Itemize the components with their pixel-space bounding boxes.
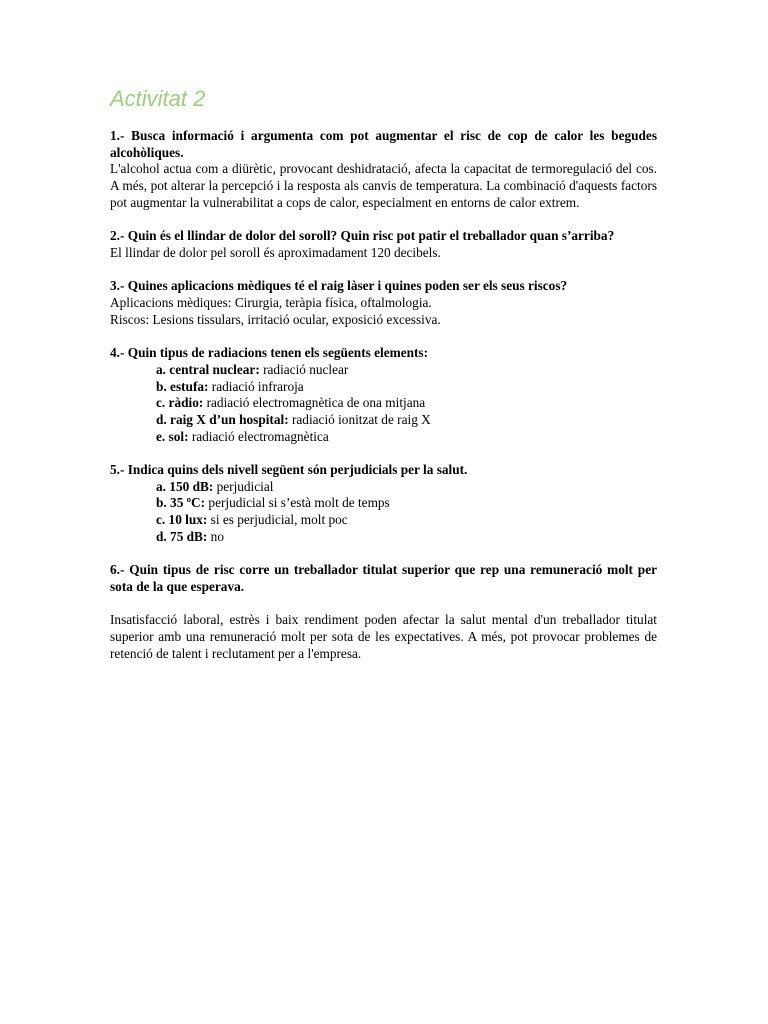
question-4-section [110, 345, 657, 445]
answer-3-applications: Aplicacions mèdiques: Cirurgia, teràpia física, oftalmologia. [110, 295, 432, 310]
list-item [156, 379, 657, 396]
item-label: b. estufa: [156, 378, 209, 394]
list-item [156, 362, 657, 379]
list-item [156, 429, 657, 446]
list-item [156, 395, 657, 412]
question-4-list [110, 362, 657, 446]
item-value: radiació infraroja [208, 378, 304, 394]
question-5-section [110, 462, 657, 546]
list-item [156, 495, 657, 512]
question-3-text: 3.- Quines aplicacions mèdiques té el raig làser i quines poden ser els seus riscos? [110, 278, 568, 294]
item-value: no [207, 528, 224, 544]
list-item [156, 529, 657, 546]
item-label: a. central nuclear: [156, 361, 260, 377]
question-1-section [110, 128, 657, 212]
answer-6-text: Insatisfacció laboral, estrès i baix rendiment poden afectar la salut mental d'un treballador titulat superior amb una remuneració molt per sota de les expectatives. A més, pot provocar problemes de retenció de talent i reclutament per a l'empresa. [110, 612, 657, 661]
item-value: perjudicial [213, 478, 274, 494]
question-6-text: 6.- Quin tipus de risc corre un treballador titulat superior que rep una remuneració molt per sota de la que esperava. [110, 562, 657, 594]
item-value: radiació ionitzat de raig X [288, 411, 431, 427]
item-label: c. 10 lux: [156, 512, 208, 528]
item-value: radiació electromagnètica de ona mitjana [203, 395, 426, 411]
item-label: e. sol: [156, 428, 189, 444]
document-title: Activitat 2 [110, 86, 206, 111]
item-label: b. 35 ºC: [156, 495, 206, 511]
item-value: radiació electromagnètica [188, 428, 329, 444]
list-item [156, 479, 657, 496]
item-label: c. ràdio: [156, 395, 204, 411]
item-label: d. 75 dB: [156, 528, 208, 544]
question-5-text: 5.- Indica quins dels nivell següent són perjudicials per la salut. [110, 462, 468, 477]
question-1-text: 1.- Busca informació i argumenta com pot augmentar el risc de cop de calor les begudes alcohòliques. [110, 128, 657, 160]
question-2-text: 2.- Quin és el llindar de dolor del soroll? Quin risc pot patir el treballador quan s’arriba? [110, 228, 615, 244]
answer-1-text: L'alcohol actua com a diürètic, provocant deshidratació, afecta la capacitat de termoregulació del cos. A més, pot alterar la percepció i la resposta als canvis de temperatura. La combinació d'aquests factors pot augmentar la vulnerabilitat a cops de calor, especialment en entorns de calor extrem. [110, 161, 657, 210]
list-item [156, 512, 657, 529]
list-item [156, 412, 657, 429]
item-value: radiació nuclear [259, 361, 349, 377]
item-value: si es perjudicial, molt poc [207, 512, 348, 528]
item-value: perjudicial si s’està molt de temps [205, 495, 390, 511]
question-2-section [110, 228, 657, 261]
item-label: a. 150 dB: [156, 478, 214, 494]
answer-3-risks: Riscos: Lesions tissulars, irritació ocular, exposició excessiva. [110, 311, 441, 327]
document-body [110, 128, 657, 679]
question-4-text: 4.- Quin tipus de radiacions tenen els següents elements: [110, 345, 429, 361]
question-6-section [110, 562, 657, 662]
question-3-section [110, 278, 657, 328]
question-5-list [110, 479, 657, 546]
answer-2-text: El llindar de dolor pel soroll és aproximadament 120 decibels. [110, 244, 441, 260]
paragraph-gap [110, 596, 657, 613]
item-label: d. raig X d’un hospital: [156, 411, 289, 427]
